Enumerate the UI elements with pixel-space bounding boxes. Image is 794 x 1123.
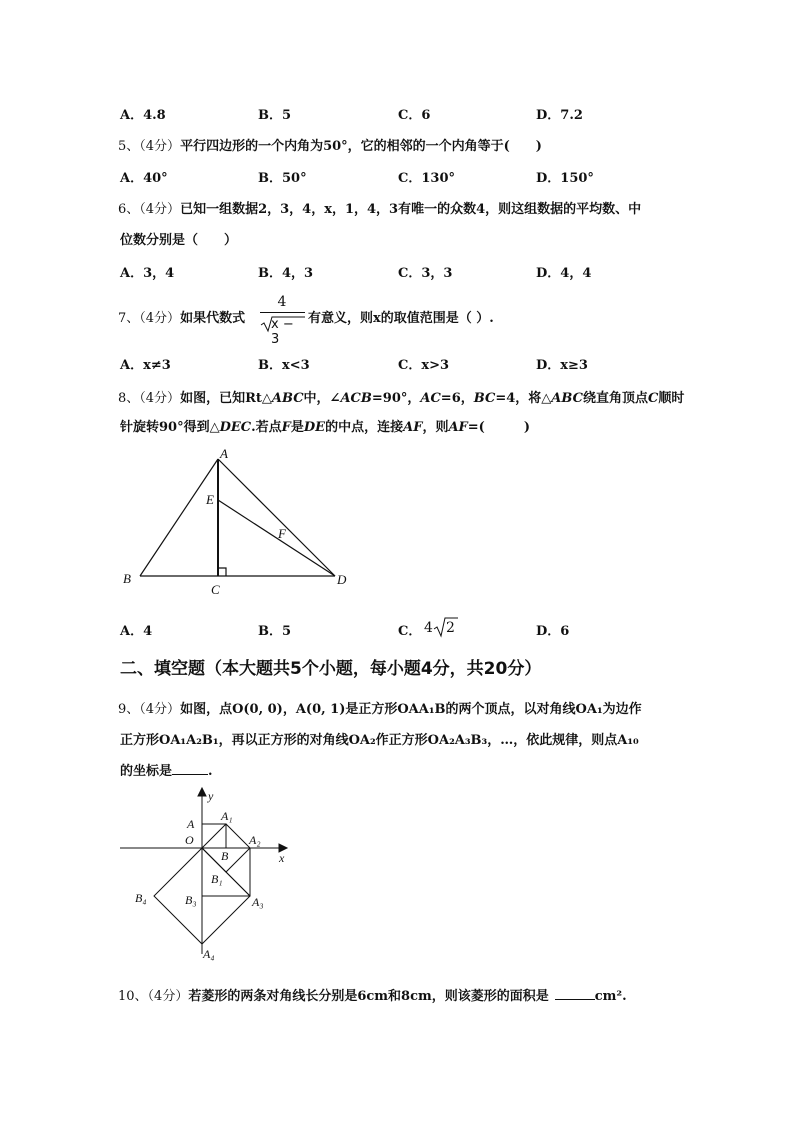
q8-text: =4，将△ (495, 391, 552, 406)
q7-text-after: 有意义，则x的取值范围是（ ）. (308, 311, 494, 326)
q10-points: （4分） (147, 989, 189, 1004)
q8-option-c-coef: 4 (424, 620, 433, 636)
q8-var: AF (448, 420, 468, 435)
q8-var: AC (420, 391, 441, 406)
q9-label-b4: B₄ (135, 891, 147, 905)
q8-label-b: B (123, 571, 131, 586)
q8-var: ABC (271, 391, 304, 406)
q7-numerator: 4 (277, 294, 287, 310)
q7-number: 7、 (118, 311, 140, 326)
q9-points: （4分） (139, 702, 181, 717)
q9-label-b3: B₃ (185, 893, 197, 907)
q9-label-a1: A₁ (221, 809, 233, 823)
q7-option-c: C．x>3 (398, 358, 450, 373)
q10-answer-blank[interactable] (555, 987, 595, 1000)
q8-text: 是 (290, 420, 304, 435)
q9-label-a4: A₄ (203, 947, 215, 961)
q6-stem-line1 (118, 198, 641, 217)
q7-stem-start (118, 307, 245, 326)
q8-var: C (647, 391, 659, 406)
q10-unit: cm². (594, 989, 627, 1004)
q8-option-d: D．6 (536, 624, 570, 639)
q8-label-e: E (206, 492, 214, 507)
q8-points: （4分） (139, 391, 181, 406)
q8-number: 8、 (118, 391, 140, 406)
q8-text: 如图，已知Rt△ (180, 391, 272, 406)
q9-label-a: A (187, 817, 195, 831)
q9-answer-blank[interactable] (172, 762, 208, 775)
q8-segment-ed (218, 500, 335, 576)
q8-text: 针旋转90°得到△ (120, 420, 220, 435)
q4-option-c: C．6 (398, 108, 431, 123)
q5-option-c: C．130° (398, 171, 455, 186)
q8-option-c-radicand: 2 (446, 620, 455, 636)
q8-option-a: A．4 (120, 624, 153, 639)
q5-option-d: D．150° (536, 171, 594, 186)
q8-option-c: C． (398, 624, 422, 639)
q4-option-a: A．4.8 (120, 108, 166, 123)
q8-text: 的中点，连接 (325, 420, 404, 435)
q7-option-d: D．x≥3 (536, 358, 588, 373)
q9-label-a2: A₂ (249, 833, 261, 847)
q5-number: 5、 (118, 139, 140, 154)
q9-label-o: O (185, 833, 194, 847)
q5-stem (118, 135, 542, 154)
q8-text: =( ) (467, 420, 530, 435)
q5-text: 平行四边形的一个内角为50°，它的相邻的一个内角等于( ) (180, 139, 542, 154)
q9-text-line3-label: 的坐标是 (120, 764, 173, 779)
q9-square-spiral-figure (115, 786, 300, 964)
q8-triangle-figure (115, 442, 365, 602)
q7-points: （4分） (139, 311, 181, 326)
q9-label-a3: A₃ (252, 895, 264, 909)
section2-title: 二、填空题（本大题共5个小题，每小题4分，共20分） (120, 659, 542, 679)
q8-text: ，则 (422, 420, 449, 435)
q8-var: F (281, 420, 291, 435)
q9-label-y: y (208, 789, 214, 803)
q8-text: 绕直角顶点 (582, 391, 648, 406)
q4-option-b: B．5 (258, 108, 292, 123)
q6-number: 6、 (118, 202, 140, 217)
q8-segment-ad (218, 459, 335, 576)
q8-label-f: F (278, 526, 286, 541)
q6-option-b: B．4，3 (258, 266, 314, 281)
q9-text-line1: 如图，点O(0, 0)，A(0, 1)是正方形OAA₁B的两个顶点，以对角线OA₁为边作 (180, 702, 642, 717)
q9-text-line3-end: . (208, 764, 213, 779)
q6-option-c: C．3，3 (398, 266, 453, 281)
q9-label-b: B (221, 849, 229, 863)
q6-option-d: D．4，4 (536, 266, 592, 281)
q8-right-angle-mark (218, 568, 226, 576)
q10-stem (118, 985, 627, 1004)
q7-option-b: B．x<3 (258, 358, 310, 373)
q9-label-x: x (279, 851, 285, 865)
q7-fraction (258, 294, 306, 347)
q8-var: ACB (340, 391, 372, 406)
q9-number: 9、 (118, 702, 140, 717)
q9-stem-line1 (118, 698, 642, 717)
q8-label-d: D (337, 572, 347, 587)
q8-var: DEC (219, 420, 252, 435)
q6-text-line2: 位数分别是（ ） (120, 233, 238, 248)
q10-text: 若菱形的两条对角线长分别是6cm和8cm，则该菱形的面积是 (188, 989, 549, 1004)
q10-number: 10、 (118, 989, 148, 1004)
q8-option-b: B．5 (258, 624, 292, 639)
q8-var: ABC (551, 391, 583, 406)
q5-points: （4分） (139, 139, 181, 154)
q8-text: 顺时 (658, 391, 685, 406)
q8-var: DE (303, 420, 326, 435)
q5-option-a: A．40° (120, 171, 168, 186)
q6-option-a: A．3，4 (120, 266, 175, 281)
q8-label-a: A (220, 446, 228, 461)
q7-text-before: 如果代数式 (180, 311, 246, 326)
q8-stem-line2 (120, 416, 530, 435)
q9-label-b1: B₁ (211, 872, 223, 886)
q8-var: AF (403, 420, 423, 435)
q8-text: =6， (440, 391, 474, 406)
q9-text-line2: 正方形OA₁A₂B₁，再以正方形的对角线OA₂作正方形OA₂A₃B₃，…，依此规律，则点A₁₀ (120, 733, 639, 748)
q9-text-line3 (120, 760, 213, 779)
q6-points: （4分） (139, 202, 181, 217)
q5-option-b: B．50° (258, 171, 307, 186)
q9-y-axis-arrow (198, 788, 206, 796)
q8-segment-ab (140, 459, 218, 576)
q6-text-line1: 已知一组数据2，3，4，x，1，4，3有唯一的众数4，则这组数据的平均数、中 (180, 202, 642, 217)
q8-text: .若点 (251, 420, 282, 435)
q8-option-c-value (424, 615, 464, 639)
q4-option-d: D．7.2 (536, 108, 583, 123)
q7-fraction-bar (260, 312, 305, 313)
q8-text: 中，∠ (303, 391, 341, 406)
q8-label-c: C (211, 582, 220, 597)
q8-stem-line1 (118, 387, 684, 406)
q7-option-a: A．x≠3 (120, 358, 171, 373)
q8-text: =90°， (371, 391, 421, 406)
q7-radicand: x − 3 (271, 317, 294, 347)
q8-var: BC (473, 391, 496, 406)
